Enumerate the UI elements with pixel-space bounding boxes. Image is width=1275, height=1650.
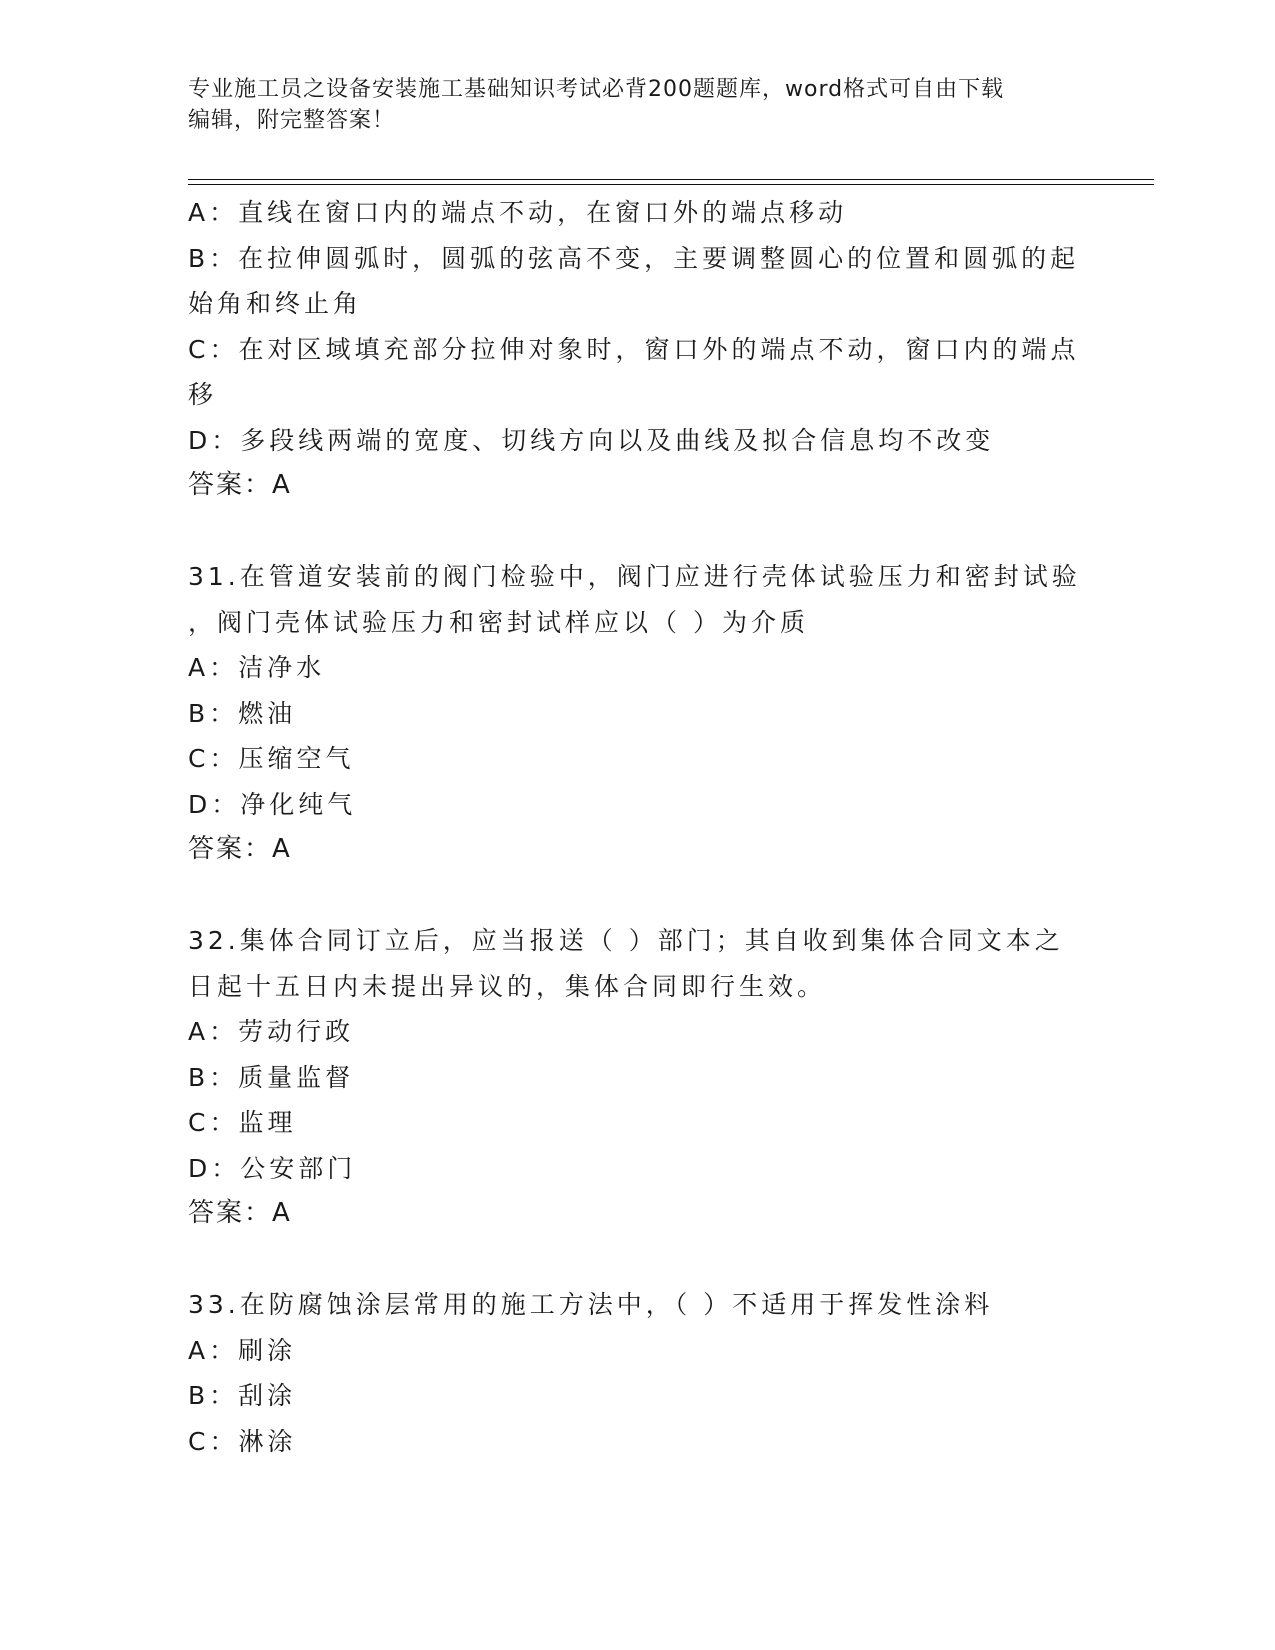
question-text-continued: ，阀门壳体试验压力和密封试样应以（ ）为介质 (188, 607, 809, 637)
option-a: A：劳动行政 (188, 1017, 355, 1046)
question-block-32 (188, 918, 1068, 1237)
question-block-33 (188, 1282, 1068, 1464)
header-title-line-2: 编辑，附完整答案！ (188, 108, 396, 133)
question-block-30 (188, 190, 1080, 509)
option-c: C：监理 (188, 1108, 297, 1137)
option-b: B：燃油 (188, 698, 297, 728)
option-d: D：公安部门 (188, 1153, 357, 1183)
header-divider-top (188, 179, 1154, 180)
option-b: B：刮涂 (188, 1381, 297, 1410)
spacer (188, 509, 1068, 555)
option-a: A：洁净水 (188, 653, 326, 682)
answer-line: 答案：A (188, 834, 292, 864)
spacer (188, 873, 1068, 919)
answer-line: 答案：A (188, 1198, 292, 1228)
document-header (188, 74, 1068, 136)
option-b: B：在拉伸圆弧时，圆弧的弦高不变，主要调整圆心的位置和圆弧的起 (188, 243, 1080, 273)
option-c-continued: 移 (188, 380, 218, 409)
question-text: 31.在管道安装前的阀门检验中，阀门应进行壳体试验压力和密封试验 (188, 562, 1081, 591)
question-text: 32.集体合同订立后，应当报送（ ）部门；其自收到集体合同文本之 (188, 926, 1064, 955)
option-c: C：压缩空气 (188, 744, 355, 773)
option-d: D：净化纯气 (188, 789, 357, 819)
header-title-line-1: 专业施工员之设备安装施工基础知识考试必背200题题库，word格式可自由下载 (188, 77, 1005, 102)
option-b: B：质量监督 (188, 1062, 355, 1092)
option-d: D：多段线两端的宽度、切线方向以及曲线及拟合信息均不改变 (188, 425, 995, 455)
option-b-continued: 始角和终止角 (188, 289, 363, 318)
question-block-31 (188, 554, 1081, 873)
spacer (188, 1237, 1068, 1283)
question-list (188, 190, 1081, 1464)
answer-line: 答案：A (188, 470, 292, 500)
option-a: A：直线在窗口内的端点不动，在窗口外的端点移动 (188, 198, 848, 227)
option-c: C：淋涂 (188, 1426, 297, 1456)
option-a: A：刷涂 (188, 1335, 297, 1365)
question-text-continued: 日起十五日内未提出异议的，集体合同即行生效。 (188, 971, 827, 1001)
option-c: C：在对区域填充部分拉伸对象时，窗口外的端点不动，窗口内的端点 (188, 334, 1080, 364)
question-text: 33.在防腐蚀涂层常用的施工方法中，（ ）不适用于挥发性涂料 (188, 1290, 994, 1319)
header-divider-bottom (188, 184, 1154, 185)
